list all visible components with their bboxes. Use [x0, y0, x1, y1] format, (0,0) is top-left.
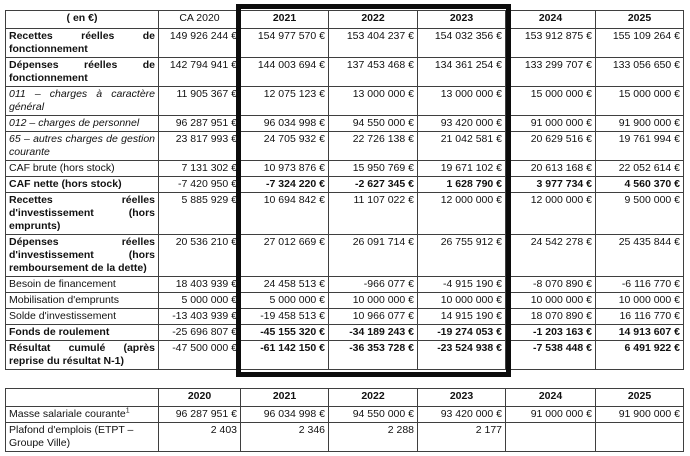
value-cell: 4 560 370 € — [596, 177, 684, 193]
value-cell: 142 794 941 € — [159, 58, 241, 87]
value-cell: 10 694 842 € — [241, 193, 329, 235]
value-cell: 12 000 000 € — [418, 193, 506, 235]
main-budget-table — [5, 10, 684, 370]
value-cell: 93 420 000 € — [418, 407, 506, 423]
value-cell: 91 000 000 € — [506, 116, 596, 132]
secondary_table-col-header-3: 2023 — [418, 389, 506, 407]
table-row — [6, 132, 684, 161]
row-label: Recettes réelles d'investissement (hors emprunts) — [9, 194, 155, 232]
row-label: 012 – charges de personnel — [9, 117, 140, 129]
value-cell: 16 116 770 € — [596, 309, 684, 325]
value-cell: 11 905 367 € — [159, 87, 241, 116]
row-label: Plafond d'emplois (ETPT – Groupe Ville) — [9, 424, 134, 449]
value-cell: -2 627 345 € — [329, 177, 418, 193]
table-row — [6, 277, 684, 293]
value-cell: 22 052 614 € — [596, 161, 684, 177]
row-label-cell — [6, 87, 159, 116]
table-row — [6, 407, 684, 423]
value-cell: 14 913 607 € — [596, 325, 684, 341]
value-cell: 12 000 000 € — [506, 193, 596, 235]
value-cell: -47 500 000 € — [159, 341, 241, 370]
row-label: Masse salariale courante — [9, 408, 126, 420]
value-cell: 155 109 264 € — [596, 29, 684, 58]
value-cell: -61 142 150 € — [241, 341, 329, 370]
value-cell: 23 817 993 € — [159, 132, 241, 161]
header-row — [6, 389, 684, 407]
value-cell: 10 973 876 € — [241, 161, 329, 177]
value-cell: -7 324 220 € — [241, 177, 329, 193]
table-row — [6, 309, 684, 325]
value-cell: 6 491 922 € — [596, 341, 684, 370]
value-cell: 91 900 000 € — [596, 116, 684, 132]
row-label: Dépenses réelles de fonctionnement — [9, 59, 155, 84]
value-cell: 134 361 254 € — [418, 58, 506, 87]
row-label-cell — [6, 193, 159, 235]
value-cell: 5 885 929 € — [159, 193, 241, 235]
main_table-col-header-0: CA 2020 — [159, 11, 241, 29]
value-cell: 14 915 190 € — [418, 309, 506, 325]
value-cell: 11 107 022 € — [329, 193, 418, 235]
value-cell: 24 705 932 € — [241, 132, 329, 161]
value-cell: 15 000 000 € — [506, 87, 596, 116]
table-row — [6, 325, 684, 341]
row-label: Besoin de financement — [9, 278, 116, 290]
value-cell: -45 155 320 € — [241, 325, 329, 341]
value-cell: 3 977 734 € — [506, 177, 596, 193]
value-cell: 96 287 951 € — [159, 407, 241, 423]
table-row — [6, 87, 684, 116]
main_table-corner-cell: ( en €) — [6, 11, 159, 29]
row-label-cell — [6, 29, 159, 58]
value-cell: 9 500 000 € — [596, 193, 684, 235]
row-label-cell — [6, 161, 159, 177]
row-label: Fonds de roulement — [9, 326, 110, 338]
value-cell — [596, 423, 684, 452]
value-cell: 2 346 — [241, 423, 329, 452]
table-row — [6, 177, 684, 193]
value-cell: -4 915 190 € — [418, 277, 506, 293]
value-cell: 21 042 581 € — [418, 132, 506, 161]
secondary_table-col-header-4: 2024 — [506, 389, 596, 407]
row-label: Résultat cumulé (après reprise du résultat N-1) — [9, 342, 155, 367]
value-cell: 154 032 356 € — [418, 29, 506, 58]
value-cell: 10 966 077 € — [329, 309, 418, 325]
value-cell: 96 034 998 € — [241, 407, 329, 423]
value-cell: -25 696 807 € — [159, 325, 241, 341]
value-cell: -19 274 053 € — [418, 325, 506, 341]
secondary_table-col-header-5: 2025 — [596, 389, 684, 407]
value-cell: 94 550 000 € — [329, 116, 418, 132]
value-cell: 2 177 — [418, 423, 506, 452]
footnote-marker: 1 — [125, 407, 130, 415]
salary-table-header — [6, 389, 684, 407]
value-cell: -13 403 939 € — [159, 309, 241, 325]
salary-table-body — [6, 407, 684, 452]
value-cell: 137 453 468 € — [329, 58, 418, 87]
row-label: 65 – autres charges de gestion courante — [9, 133, 155, 158]
value-cell: 22 726 138 € — [329, 132, 418, 161]
row-label-cell — [6, 309, 159, 325]
value-cell: 93 420 000 € — [418, 116, 506, 132]
value-cell: 144 003 694 € — [241, 58, 329, 87]
value-cell: 10 000 000 € — [418, 293, 506, 309]
row-label-cell — [6, 293, 159, 309]
value-cell: 13 000 000 € — [329, 87, 418, 116]
secondary_table-col-header-0: 2020 — [159, 389, 241, 407]
secondary_table-corner-cell — [6, 389, 159, 407]
value-cell: 18 403 939 € — [159, 277, 241, 293]
main-table-header — [6, 11, 684, 29]
value-cell: 91 000 000 € — [506, 407, 596, 423]
value-cell: -7 420 950 € — [159, 177, 241, 193]
row-label: CAF nette (hors stock) — [9, 178, 122, 190]
value-cell: -34 189 243 € — [329, 325, 418, 341]
row-label-cell — [6, 177, 159, 193]
row-label: Recettes réelles de fonctionnement — [9, 30, 155, 55]
value-cell: 153 404 237 € — [329, 29, 418, 58]
row-label-cell — [6, 277, 159, 293]
value-cell: 5 000 000 € — [159, 293, 241, 309]
value-cell: -966 077 € — [329, 277, 418, 293]
value-cell: 96 034 998 € — [241, 116, 329, 132]
table-row — [6, 193, 684, 235]
secondary_table-col-header-1: 2021 — [241, 389, 329, 407]
row-label-cell — [6, 341, 159, 370]
main-table-body — [6, 29, 684, 370]
row-label-cell — [6, 116, 159, 132]
row-label: Mobilisation d'emprunts — [9, 294, 119, 306]
row-label: 011 – charges à caractère général — [9, 88, 155, 113]
value-cell: -1 203 163 € — [506, 325, 596, 341]
value-cell: 12 075 123 € — [241, 87, 329, 116]
value-cell: 154 977 570 € — [241, 29, 329, 58]
row-label: Dépenses réelles d'investissement (hors remboursement de la dette) — [9, 236, 155, 274]
value-cell: -6 116 770 € — [596, 277, 684, 293]
row-label-cell — [6, 423, 159, 452]
table-row — [6, 116, 684, 132]
value-cell: 27 012 669 € — [241, 235, 329, 277]
row-label-cell — [6, 325, 159, 341]
value-cell: 10 000 000 € — [596, 293, 684, 309]
header-row — [6, 11, 684, 29]
row-label-cell — [6, 132, 159, 161]
value-cell: 153 912 875 € — [506, 29, 596, 58]
value-cell: 20 536 210 € — [159, 235, 241, 277]
value-cell: 25 435 844 € — [596, 235, 684, 277]
value-cell — [506, 423, 596, 452]
value-cell: 133 056 650 € — [596, 58, 684, 87]
value-cell: 2 288 — [329, 423, 418, 452]
table-row — [6, 341, 684, 370]
value-cell: 20 629 516 € — [506, 132, 596, 161]
value-cell: -19 458 513 € — [241, 309, 329, 325]
table-row — [6, 293, 684, 309]
value-cell: -23 524 938 € — [418, 341, 506, 370]
value-cell: 94 550 000 € — [329, 407, 418, 423]
value-cell: 24 542 278 € — [506, 235, 596, 277]
value-cell: 24 458 513 € — [241, 277, 329, 293]
row-label-cell — [6, 235, 159, 277]
main_table-col-header-2: 2022 — [329, 11, 418, 29]
value-cell: 10 000 000 € — [506, 293, 596, 309]
main_table-col-header-5: 2025 — [596, 11, 684, 29]
value-cell: 18 070 890 € — [506, 309, 596, 325]
main_table-col-header-1: 2021 — [241, 11, 329, 29]
row-label-cell — [6, 58, 159, 87]
value-cell: 96 287 951 € — [159, 116, 241, 132]
value-cell: 91 900 000 € — [596, 407, 684, 423]
row-label: CAF brute (hors stock) — [9, 162, 115, 174]
value-cell: 20 613 168 € — [506, 161, 596, 177]
value-cell: 26 091 714 € — [329, 235, 418, 277]
value-cell: 7 131 302 € — [159, 161, 241, 177]
value-cell: 19 671 102 € — [418, 161, 506, 177]
value-cell: 149 926 244 € — [159, 29, 241, 58]
table-row — [6, 235, 684, 277]
table-row — [6, 161, 684, 177]
value-cell: 26 755 912 € — [418, 235, 506, 277]
table-row — [6, 58, 684, 87]
row-label: Solde d'investissement — [9, 310, 117, 322]
table-row — [6, 29, 684, 58]
value-cell: 1 628 790 € — [418, 177, 506, 193]
value-cell: 15 950 769 € — [329, 161, 418, 177]
value-cell: 10 000 000 € — [329, 293, 418, 309]
table-row — [6, 423, 684, 452]
value-cell: -36 353 728 € — [329, 341, 418, 370]
salary-table — [5, 388, 684, 452]
secondary_table-col-header-2: 2022 — [329, 389, 418, 407]
main_table-col-header-4: 2024 — [506, 11, 596, 29]
value-cell: 13 000 000 € — [418, 87, 506, 116]
value-cell: 15 000 000 € — [596, 87, 684, 116]
value-cell: -8 070 890 € — [506, 277, 596, 293]
value-cell: -7 538 448 € — [506, 341, 596, 370]
value-cell: 5 000 000 € — [241, 293, 329, 309]
value-cell: 19 761 994 € — [596, 132, 684, 161]
main_table-col-header-3: 2023 — [418, 11, 506, 29]
value-cell: 133 299 707 € — [506, 58, 596, 87]
row-label-cell — [6, 407, 159, 423]
value-cell: 2 403 — [159, 423, 241, 452]
